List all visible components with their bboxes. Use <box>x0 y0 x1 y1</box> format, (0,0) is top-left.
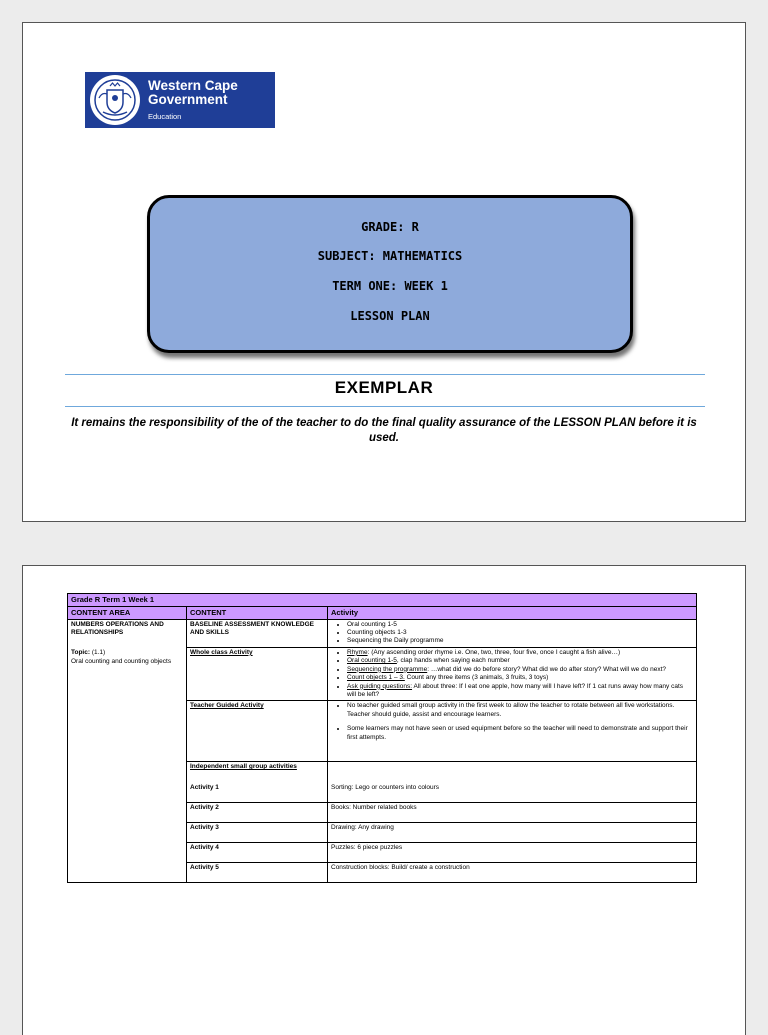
wcg-logo <box>85 72 275 128</box>
content-area-text: NUMBERS OPERATIONS AND RELATIONSHIPS <box>71 620 164 636</box>
coat-of-arms-icon <box>90 75 140 125</box>
activity-2-name: Activity 2 <box>187 803 328 823</box>
list-item: • Rhyme: (Any ascending order rhyme i.e. One, two, three, four five, once I caught a fish alive…) <box>347 649 693 657</box>
content-area-cell <box>68 619 187 883</box>
header-content-area: CONTENT AREA <box>68 606 187 619</box>
list-item: • Some learners may not have seen or used equipment before so the teacher will need to demonstrate and support their first attempts. <box>347 725 693 742</box>
baseline-activities <box>328 619 697 647</box>
list-item: • Count objects 1 – 3. Count any three items (3 animals, 3 fruits, 3 toys) <box>347 674 693 682</box>
table-header-row <box>68 606 697 619</box>
list-item: • Oral counting 1-5 <box>347 621 693 629</box>
lesson-title-box <box>147 195 633 353</box>
cover-page <box>22 22 746 522</box>
activity-2-desc: Books: Number related books <box>328 803 697 823</box>
list-item: • Sequencing the programme: …what did we do before story? What did we do after story? What will we do next? <box>347 666 693 674</box>
independent-activity-1-cell <box>187 762 328 803</box>
lesson-plan-label: LESSON PLAN <box>350 309 430 323</box>
subject-label: SUBJECT: MATHEMATICS <box>317 249 463 263</box>
list-item: • Oral counting 1-5, clap hands when saying each number <box>347 657 693 665</box>
list-item: • No teacher guided small group activity in the first week to allow the teacher to rotate between all five workstations. Teacher should guide, assist and encourage learners. <box>347 702 693 719</box>
lesson-plan-page <box>22 565 746 1035</box>
table-title-row <box>68 594 697 607</box>
exemplar-heading: EXEMPLAR <box>334 378 434 397</box>
header-content: CONTENT <box>187 606 328 619</box>
logo-text-line2: Government <box>148 92 228 108</box>
logo-text-line3: Education <box>148 112 182 122</box>
activity-1-desc: Sorting: Lego or counters into colours <box>328 762 697 803</box>
whole-class-label: Whole class Activity <box>187 647 328 701</box>
list-item: • Ask guiding questions: All about three: If I eat one apple, how many will I have left? If 1 cat runs away how many cats will be left? <box>347 683 693 700</box>
term-label: TERM ONE: WEEK 1 <box>332 279 448 293</box>
quality-assurance-note: It remains the responsibility of the of the teacher to do the final quality assurance of the LESSON PLAN before it is used. <box>71 417 697 444</box>
lesson-plan-table <box>67 593 697 883</box>
header-activity: Activity <box>328 606 697 619</box>
activity-5-desc: Construction blocks: Build/ create a construction <box>328 863 697 883</box>
list-item: • Sequencing the Daily programme <box>347 637 693 645</box>
table-title: Grade R Term 1 Week 1 <box>68 594 697 607</box>
activity-3-desc: Drawing: Any drawing <box>328 823 697 843</box>
grade-label: GRADE: R <box>361 220 419 234</box>
list-item: • Counting objects 1-3 <box>347 629 693 637</box>
independent-label: Independent small group activities <box>190 763 297 771</box>
topic-code: (1.1) <box>91 649 106 657</box>
teacher-guided-activities <box>328 701 697 762</box>
activity-4-desc: Puzzles: 6 piece puzzles <box>328 843 697 863</box>
logo-text-line1: Western Cape <box>148 77 238 93</box>
teacher-guided-label: Teacher Guided Activity <box>187 701 328 762</box>
divider-bottom <box>65 406 705 407</box>
divider-top <box>65 374 705 375</box>
topic-label: Topic: <box>71 649 91 657</box>
activity-1-name: Activity 1 <box>190 783 219 791</box>
activity-5-name: Activity 5 <box>187 863 328 883</box>
baseline-label: BASELINE ASSESSMENT KNOWLEDGE AND SKILLS <box>187 619 328 647</box>
topic-block <box>71 649 183 666</box>
activity-4-name: Activity 4 <box>187 843 328 863</box>
table-row <box>68 619 697 647</box>
topic-text: Oral counting and counting objects <box>71 657 172 665</box>
whole-class-activities <box>328 647 697 701</box>
activity-3-name: Activity 3 <box>187 823 328 843</box>
